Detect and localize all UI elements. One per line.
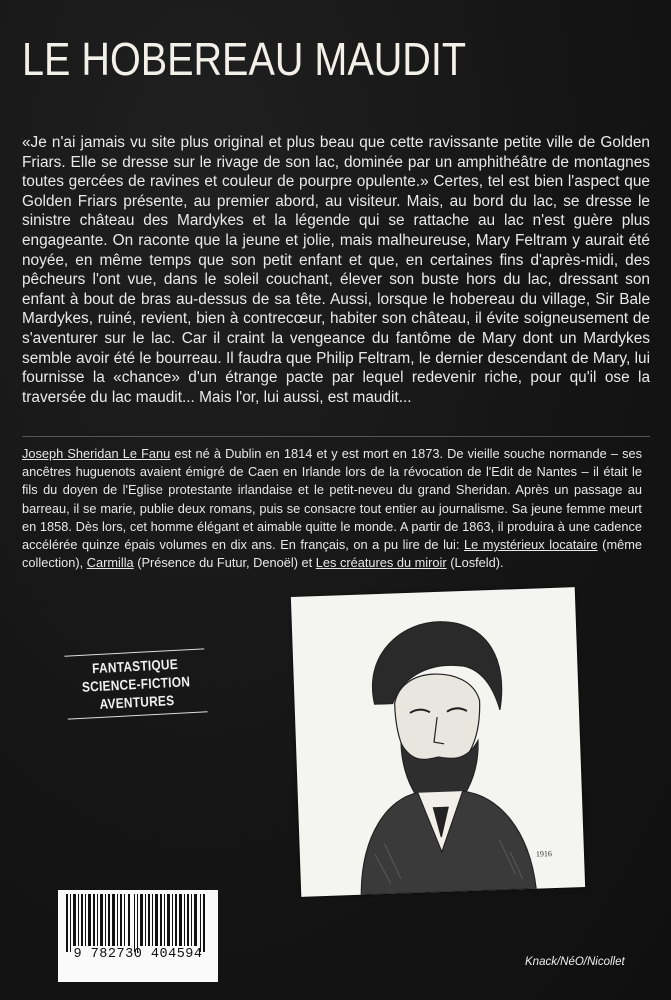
bio-text-4: (Losfeld). (446, 555, 504, 571)
portrait-date: 1916 (535, 849, 553, 859)
publisher-name: Knack/NéO/Nicollet (525, 956, 625, 968)
barcode-bars (58, 890, 218, 952)
blurb-text: «Je n'ai jamais vu site plus original et plus beau que cette ravissante petite ville de Golden Friars. Elle se dresse sur le rivage de son lac, dominée par un amphithéâtre de montagnes toutes gercées de ravines et couleur de pourpre opulente.» Certes, tel est bien l'aspect que Golden Friars présente, au premier abord, au visiteur. Mais, au bord du lac, se dresse le sinistre château des Mardykes et la légende qui se rattache au lac n'est guère plus engageante. On raconte que la jeune et jolie, mais malheureuse, Mary Feltram y aurait été noyée, en même temps que son petit enfant et que, en certaines fins d'après-midi, des pêcheurs l'ont vue, dans le soleil couchant, élever son buste hors du lac, dressant son enfant à bout de bras au-dessus de sa tête. Aussi, lorsque le hobereau du village, Sir Bale Mardykes, ruiné, revient, bien à contrecœur, habiter son château, il évite soigneusement de s'aventurer sur le lac. Car il craint la vengeance du fantôme de Mary dont un Mardykes semble avoir été le bourreau. Il faudra que Philip Feltram, le dernier descendant de Mary, lui fournisse la «chance» d'un étrange pacte par lequel redevenir riche, pour qu'il ose la traversée du lac maudit... Mais l'or, lui aussi, est maudit... (22, 134, 650, 406)
author-bio (22, 445, 642, 572)
isbn-number: 9 782730 404594 (73, 947, 203, 962)
work-title-1: Le mystérieux locataire (464, 537, 598, 553)
work-title-2: Carmilla (86, 555, 134, 571)
author-portrait (291, 587, 585, 897)
genre-item: FANTASTIQUE (91, 655, 179, 677)
bio-text-1: est né à Dublin en 1814 et y est mort en 1873. De vieille souche normande – ses ancêtres huguenots avaient émigré de Caen en Irlande lors de la révocation de l'Edit de Nantes – il était le fils du doyen de l'Eglise protestante irlandaise et le petit-neveu du grand Sheridan. Après un passage au barreau, il se marie, publie deux romans, puis se consacre tout entier au journalisme. Sa jeune femme meurt en 1858. Dès lors, cet homme élégant et aimable quitte le monde. A partir de 1863, il produira à une cadence accélérée quinze épais volumes en dix ans. En français, on a pu lire de lui: (22, 446, 642, 553)
genre-item: AVENTURES (99, 692, 175, 712)
genre-item: SCIENCE-FICTION (81, 673, 191, 695)
work-title-3: Les créatures du miroir (315, 555, 447, 571)
divider (22, 436, 650, 437)
bio-text-2: (même collection), (22, 537, 642, 571)
genre-label (64, 648, 207, 719)
barcode (58, 890, 218, 982)
bio-text-3: (Présence du Futur, Denoël) et (133, 555, 316, 571)
book-title: LE HOBEREAU MAUDIT (22, 33, 467, 85)
author-name: Joseph Sheridan Le Fanu (22, 446, 171, 461)
portrait-engraving (291, 587, 585, 897)
